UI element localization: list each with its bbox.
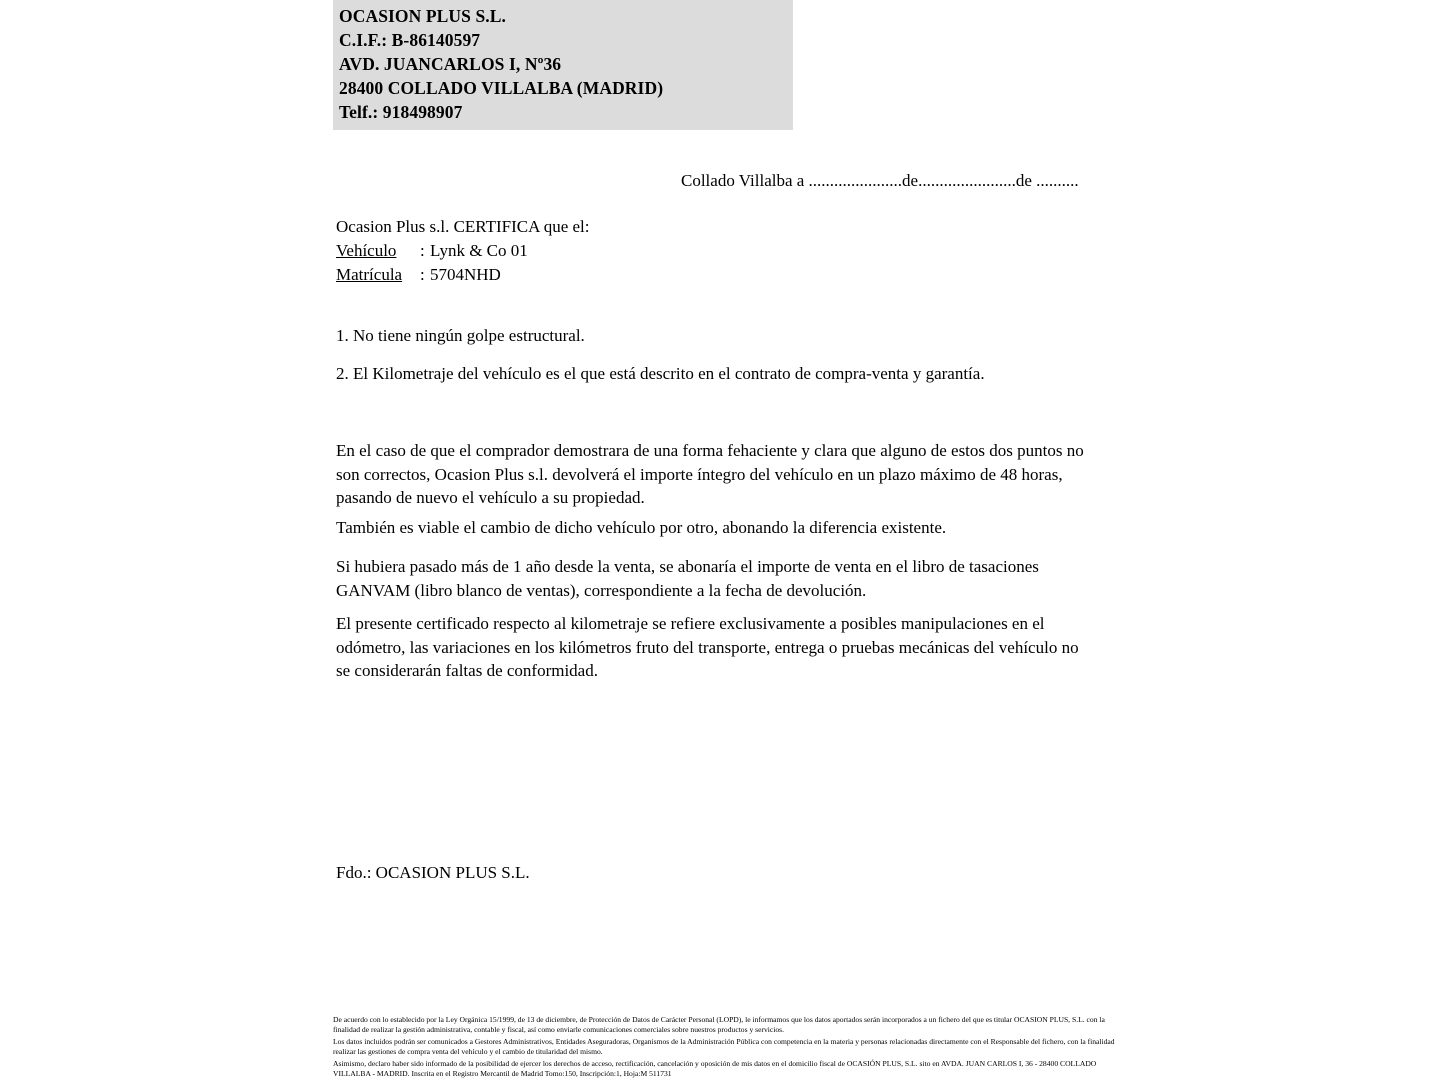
company-name: OCASION PLUS S.L.: [339, 6, 507, 26]
field-plate-value: 5704NHD: [430, 264, 501, 284]
body-paragraph-2: También es viable el cambio de dicho vehículo por otro, abonando la diferencia existente.: [336, 518, 947, 537]
certifies-intro: Ocasion Plus s.l. CERTIFICA que el:: [336, 217, 590, 236]
company-address: AVD. JUANCARLOS I, Nº36: [339, 54, 562, 74]
certified-point-2: 2. El Kilometraje del vehículo es el que está descrito en el contrato de compra-venta y garantía.: [336, 364, 985, 383]
legal-paragraph-2: Los datos incluidos podrán ser comunicados a Gestores Administrativos, Entidades Aseguradoras, Organismos de la Administración Pública con competencia en la materia y personas relacionadas directamente con el Responsable del fichero, con la finalidad realizar las gestiones de compra venta del vehículo y el cambio de titularidad del mismo.: [333, 1037, 1115, 1056]
company-city: 28400 COLLADO VILLALBA (MADRID): [339, 78, 664, 98]
body-paragraph-4: El presente certificado respecto al kilometraje se refiere exclusivamente a posibles manipulaciones en el odómetro, las variaciones en los kilómetros fruto del transporte, entrega o pruebas mecánicas del vehículo no se considerarán faltas de conformidad.: [336, 614, 1079, 680]
field-vehicle-label: Vehículo: [336, 240, 397, 260]
legal-footer: [333, 1015, 1115, 1079]
signature-line: Fdo.: OCASION PLUS S.L.: [336, 863, 530, 882]
certified-point-1: 1. No tiene ningún golpe estructural.: [336, 326, 585, 345]
company-phone: Telf.: 918498907: [339, 102, 463, 122]
field-vehicle-value: Lynk & Co 01: [430, 240, 528, 260]
certification-block: [336, 215, 590, 286]
body-paragraph-1: En el caso de que el comprador demostrara de una forma fehaciente y clara que alguno de estos dos puntos no son correctos, Ocasion Plus s.l. devolverá el importe íntegro del vehículo en un plazo máximo de 48 horas, pasando de nuevo el vehículo a su propiedad.: [336, 441, 1084, 507]
company-cif: C.I.F.: B-86140597: [339, 30, 481, 50]
field-vehicle-separator: :: [420, 240, 425, 260]
legal-paragraph-3: Asimismo, declaro haber sido informado de la posibilidad de ejercer los derechos de acceso, rectificación, cancelación y oposición de mis datos en el domicilio fiscal de OCASIÓN PLUS, S.L. sito en AVDA. JUAN CARLOS I, 36 - 28400 COLLADO VILLALBA - MADRID. Inscrita en el Registro Mercantil de Madrid Tomo:150, Inscripción:1, Hoja:M 511731: [333, 1059, 1097, 1078]
legal-paragraph-1: De acuerdo con lo establecido por la Ley Orgánica 15/1999, de 13 de diciembre, de Protección de Datos de Carácter Personal (LOPD), le informamos que los datos aportados serán incorporados a un fichero del que es titular OCASION PLUS, S.L. con la finalidad de realizar la gestión administrativa, contable y fiscal, así como enviarle comunicaciones comerciales sobre nuestros productos y servicios.: [333, 1015, 1105, 1034]
field-plate: [336, 263, 590, 287]
date-line: Collado Villalba a ......................de.......................de ..........: [681, 171, 1079, 190]
field-vehicle: [336, 239, 590, 263]
field-plate-label: Matrícula: [336, 264, 403, 284]
field-plate-separator: :: [420, 264, 425, 284]
company-header-block: [333, 0, 793, 130]
body-paragraph-3: Si hubiera pasado más de 1 año desde la venta, se abonaría el importe de venta en el libro de tasaciones GANVAM (libro blanco de ventas), correspondiente a la fecha de devolución.: [336, 557, 1039, 600]
